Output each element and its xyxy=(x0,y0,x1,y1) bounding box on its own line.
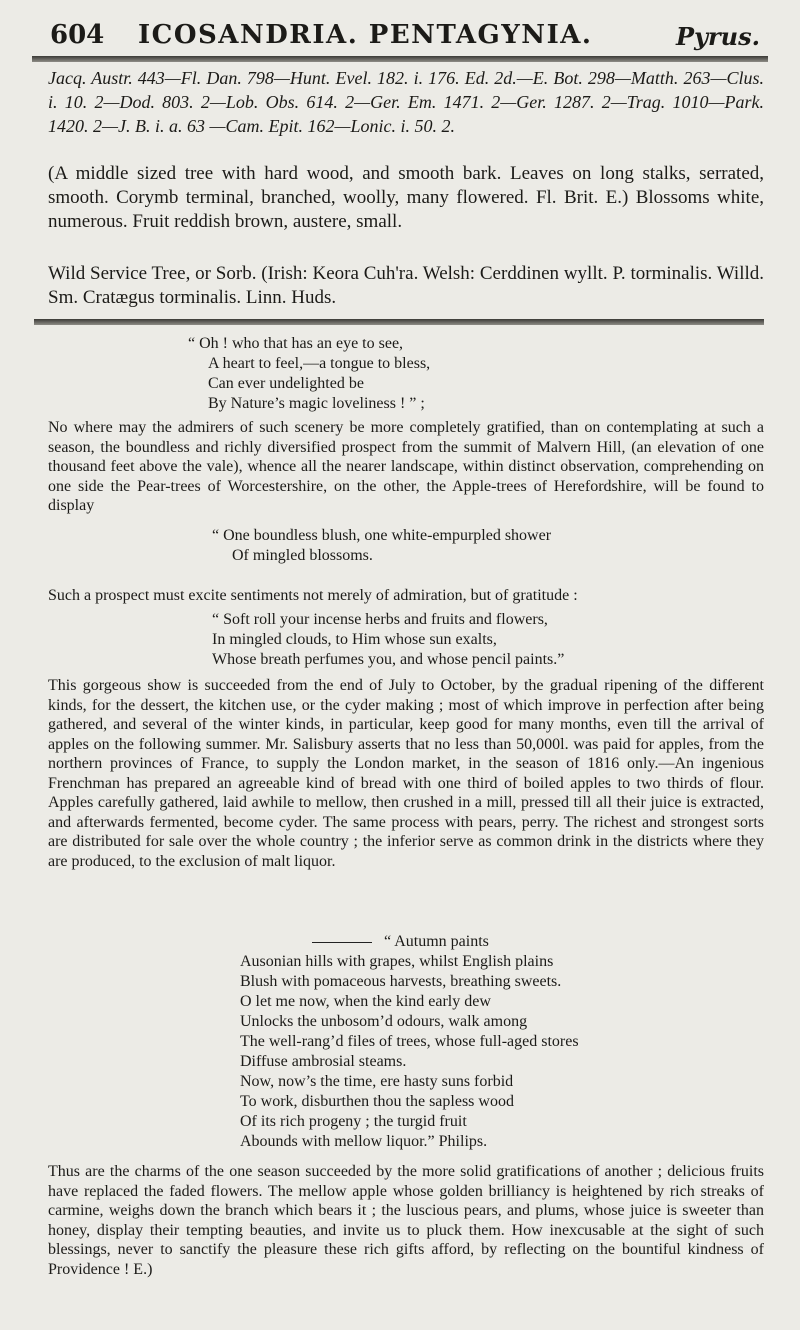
verse-two xyxy=(212,526,551,566)
verse-line: Whose breath perfumes you, and whose pencil paints.” xyxy=(212,651,565,668)
paragraph-malvern: No where may the admirers of such scenery be more completely gratified, than on contemplating at such a season, the boundless and richly diversified prospect from the summit of Malvern Hill, (an elevation of one thousand feet above the vale), whence all the nearer landscape, within distinct observation, comprehending on one side the Pear-trees of Worcestershire, on the other, the Apple-trees of Herefordshire, will be found to display xyxy=(48,419,764,514)
verse-line: In mingled clouds, to Him whose sun exalts, xyxy=(212,631,497,648)
references-text: Jacq. Austr. 443—Fl. Dan. 798—Hunt. Evel. 182. i. 176. Ed. 2d.—E. Bot. 298—Matth. 263—Clus. i. 10. 2—Dod. 803. 2—Lob. Obs. 614. 2—Ger. Em. 1471. 2—Ger. 1287. 2—Trag. 1010—Park. 1420. 2—J. B. i. a. 63 —Cam. Epit. 162—Lonic. i. 50. 2. xyxy=(48,68,764,136)
section-rule xyxy=(34,319,764,325)
verse-line: Abounds with mellow liquor.” Philips. xyxy=(240,1133,488,1150)
header-rule xyxy=(32,56,768,62)
page-number: 604 xyxy=(50,20,105,50)
verse-line: “ Soft roll your incense herbs and fruits and flowers, xyxy=(212,611,548,628)
verse-line: By Nature’s magic loveliness ! ” ; xyxy=(208,395,425,412)
genus-name: Pyrus. xyxy=(676,22,760,51)
verse-line: “ Oh ! who that has an eye to see, xyxy=(188,335,404,352)
verse-line: Now, now’s the time, ere hasty suns forbid xyxy=(240,1073,514,1090)
verse-line: Ausonian hills with grapes, whilst English plains xyxy=(240,953,554,970)
verse-line: “ One boundless blush, one white-empurpled shower xyxy=(212,527,552,544)
running-title: ICOSANDRIA. PENTAGYNIA. xyxy=(138,20,593,50)
verse-line: Unlocks the unbosom’d odours, walk among xyxy=(240,1013,528,1030)
verse-line: Of mingled blossoms. xyxy=(232,547,373,564)
verse-one xyxy=(188,334,430,414)
verse-line: O let me now, when the kind early dew xyxy=(240,993,491,1010)
species-entry: Wild Service Tree, or Sorb. (Irish: Keora Cuh'ra. Welsh: Cerddinen wyllt. P. torminalis. Willd. Sm. Cratægus torminalis. Linn. Huds. xyxy=(48,263,764,308)
verse-line: Diffuse ambrosial steams. xyxy=(240,1053,407,1070)
paragraph-gratitude: Such a prospect must excite sentiments not merely of admiration, but of gratitude : xyxy=(48,587,578,604)
verse-line: The well-rang’d files of trees, whose full-aged stores xyxy=(240,1033,579,1050)
species-description: (A middle sized tree with hard wood, and smooth bark. Leaves on long stalks, serrated, smooth. Corymb terminal, branched, woolly, many flowered. Fl. Brit. E.) Blossoms white, numerous. Fruit reddish brown, austere, small. xyxy=(48,163,764,232)
verse-three xyxy=(212,610,564,670)
verse-line: A heart to feel,—a tongue to bless, xyxy=(208,355,431,372)
verse-line: To work, disburthen thou the sapless wood xyxy=(240,1093,514,1110)
verse-line: “ Autumn paints xyxy=(384,933,489,950)
paragraph-charms: Thus are the charms of the one season succeeded by the more solid gratifications of another ; delicious fruits have replaced the faded flowers. The mellow apple whose golden brilliancy is heightened by rich streaks of carmine, weighs down the branch which bears it ; the luscious pears, and plums, whose juice is sweeter than honey, display their tempting beauties, and invite us to pluck them. How inexcusable at the sight of such blessings, never to sanctify the pleasure these rich gifts afford, by reflecting on the bountiful kindness of Providence ! E.) xyxy=(48,1163,764,1278)
verse-four xyxy=(240,932,579,1152)
verse-line: Blush with pomaceous harvests, breathing sweets. xyxy=(240,973,562,990)
paragraph-apples: This gorgeous show is succeeded from the end of July to October, by the gradual ripening of the different kinds, for the dessert, the kitchen use, or the cyder making ; most of which improve in perfection after being gathered, and several of the winter kinds, in particular, keep good for many months, even till the arrival of apples on the following summer. Mr. Salisbury asserts that no less than 50,000l. was paid for apples, from the northern provinces of France, to supply the London market, in the season of 1816 only.—An ingenious Frenchman has prepared an agreeable kind of bread with one third of boiled apples to two thirds of flour. Apples carefully gathered, laid awhile to mellow, then crushed in a mill, pressed till all their juice is extracted, and afterwards fermented, become cyder. The same process with pears, perry. The richest and strongest sorts are distributed for sale over the whole country ; the inferior serve as common drink in the districts where they are produced, to the exclusion of malt liquor. xyxy=(48,677,764,870)
verse-line: Of its rich progeny ; the turgid fruit xyxy=(240,1113,467,1130)
verse-line: Can ever undelighted be xyxy=(208,375,364,392)
running-header xyxy=(48,14,768,54)
